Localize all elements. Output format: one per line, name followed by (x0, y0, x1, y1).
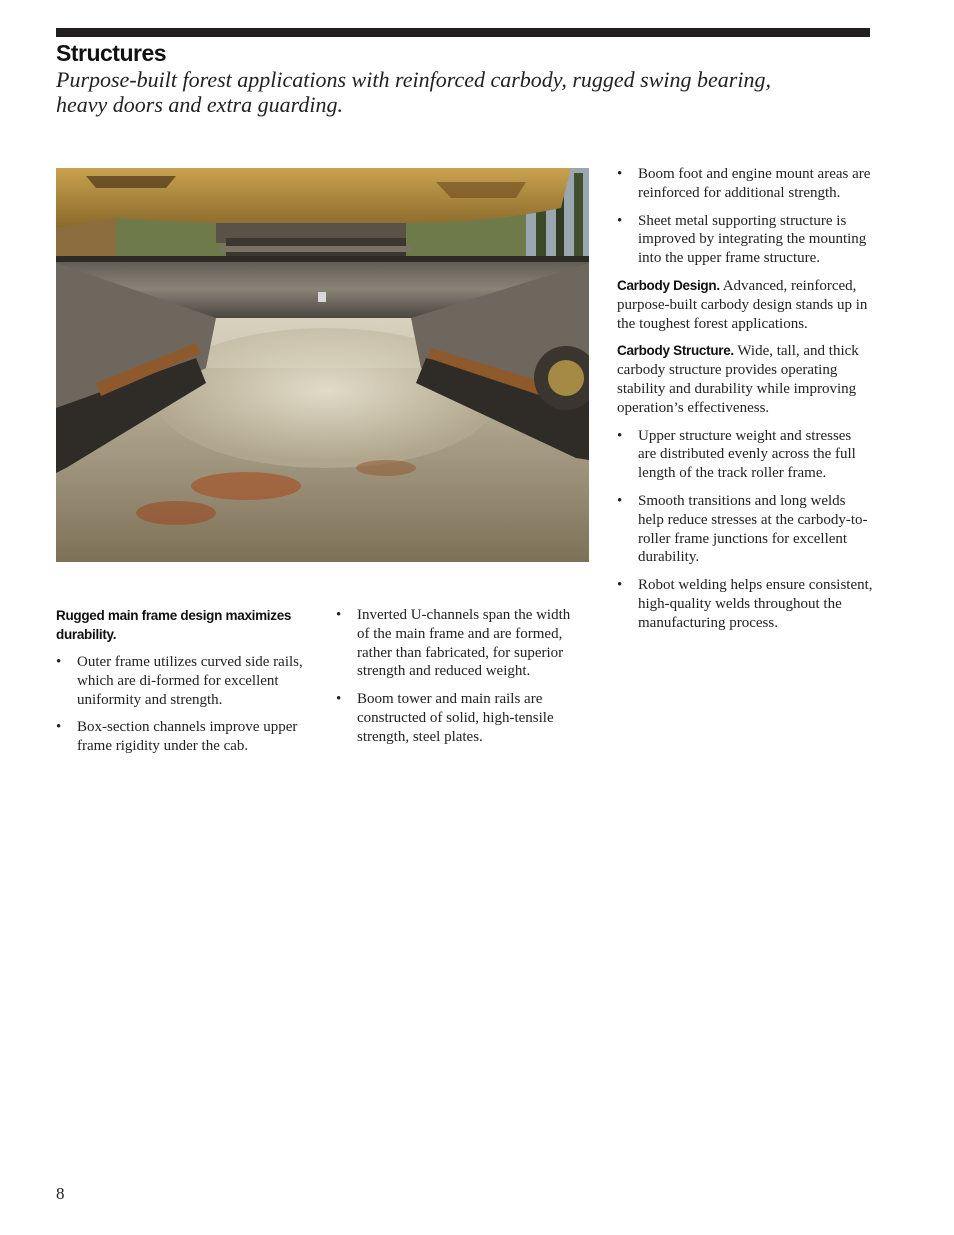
carbody-design-paragraph (617, 277, 873, 333)
list-item: • Outer frame utilizes curved side rails, which are di-formed for excellent uniformity and strength. (56, 653, 312, 709)
page-subtitle: Purpose-built forest applications with reinforced carbody, rugged swing bearing, heavy doors and extra guarding. (56, 67, 771, 117)
carbody-design-text: Advanced, reinforced, purpose-built carbody design stands up in the toughest forest applications. (617, 277, 868, 332)
list-item: • Box-section channels improve upper frame rigidity under the cab. (56, 718, 312, 756)
column-right (617, 165, 873, 642)
right-bullets-bottom (617, 427, 873, 633)
list-item: • Robot welding helps ensure consistent, high-quality welds throughout the manufacturing process. (617, 576, 873, 632)
list-item: • Sheet metal supporting structure is improved by integrating the mounting into the upper frame structure. (617, 212, 873, 268)
main-frame-bullets-right (336, 606, 586, 747)
carbody-structure-paragraph (617, 342, 873, 417)
right-bullets-top (617, 165, 873, 268)
list-item: • Upper structure weight and stresses are distributed evenly across the full length of the track roller frame. (617, 427, 873, 483)
page-number: 8 (56, 1184, 65, 1203)
carbody-design-lead: Carbody Design. (617, 277, 720, 293)
carbody-structure-text: Wide, tall, and thick carbody structure provides operating stability and durability while improving operation’s effectiveness. (617, 343, 859, 416)
list-item: • Smooth transitions and long welds help reduce stresses at the carbody-to-roller frame junctions for excellent durability. (617, 492, 873, 567)
list-item: • Inverted U-channels span the width of the main frame and are formed, rather than fabricated, for superior strength and reduced weight. (336, 606, 586, 681)
column-left (56, 606, 312, 765)
list-item: • Boom tower and main rails are constructed of solid, high-tensile strength, steel plates. (336, 690, 586, 746)
main-frame-bullets-left (56, 653, 312, 756)
carbody-structure-lead: Carbody Structure. (617, 343, 734, 359)
page-title: Structures (56, 40, 167, 66)
main-frame-heading: Rugged main frame design maximizes durability. (56, 608, 292, 642)
header-rule (56, 28, 870, 37)
list-item: • Boom foot and engine mount areas are reinforced for additional strength. (617, 165, 873, 203)
column-middle (336, 606, 586, 756)
undercarriage-photo (56, 168, 589, 562)
